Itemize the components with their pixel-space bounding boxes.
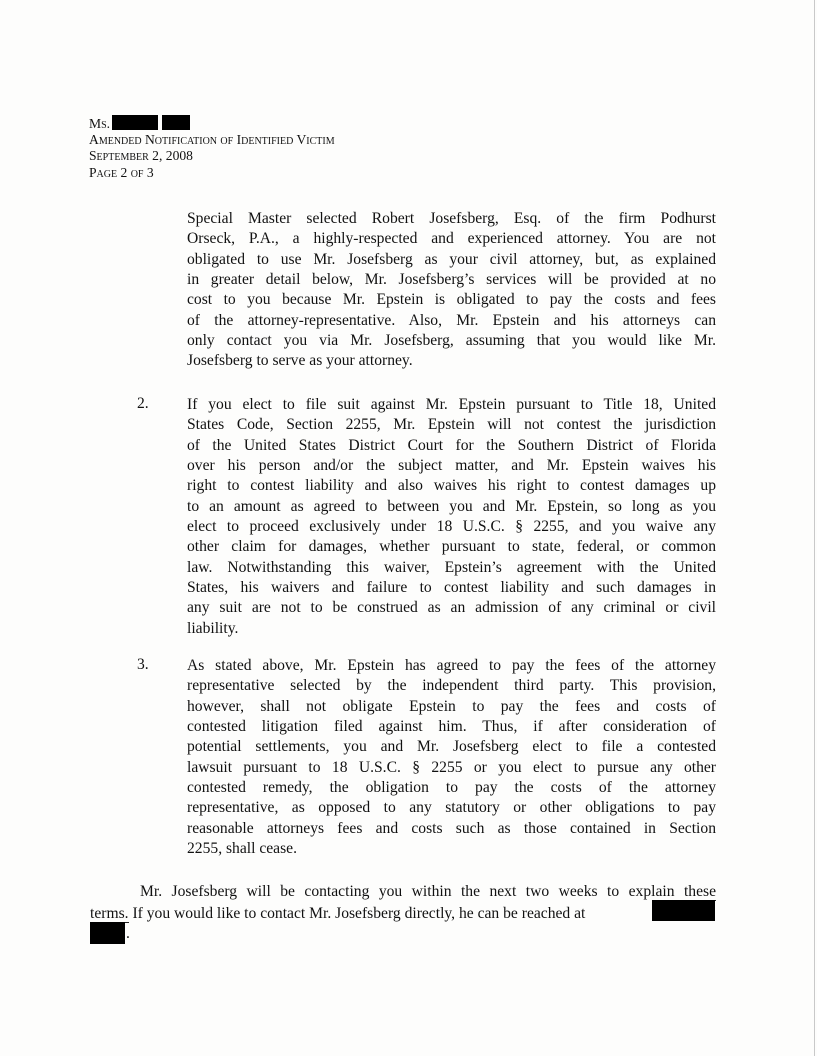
text-line: reasonable attorneys fees and costs such as those contained in Section (187, 819, 716, 837)
redaction-first-name (112, 115, 158, 130)
page-edge (814, 0, 815, 1056)
redaction-last-name (162, 115, 190, 130)
text-line: law. Notwithstanding this waiver, Epstein’s agreement with the United (187, 558, 716, 576)
text-line: If you elect to file suit against Mr. Epstein pursuant to Title 18, United (187, 396, 716, 413)
item-number: 3. (137, 656, 149, 673)
text-line: over his person and/or the subject matter, and Mr. Epstein waives his (187, 457, 716, 475)
text-line: Special Master selected Robert Josefsberg, Esq. of the firm Podhurst (187, 210, 716, 227)
underlined-text: ain these (655, 883, 716, 900)
text-line: Orseck, P.A., a highly-respected and experienced attorney. You are not (187, 230, 716, 248)
text-line: States Code, Section 2255, Mr. Epstein will not contest the jurisdiction (187, 416, 716, 434)
text-line: of the attorney-representative. Also, Mr. Epstein and his attorneys can (187, 311, 716, 329)
letter-date: September 2, 2008 (89, 148, 193, 164)
text-line: other claim for damages, whether pursuant to state, federal, or common (187, 538, 716, 556)
numbered-item-2 (187, 395, 716, 639)
text-line: any suit are not to be construed as an admission of any criminal or civil (187, 599, 716, 617)
redaction-contact-info (652, 900, 715, 921)
text-line (90, 903, 716, 925)
text-line: elect to proceed exclusively under 18 U.S.C. § 2255, and you waive any (187, 518, 716, 536)
salutation: Ms. (89, 116, 111, 131)
underlined-text: terms. (90, 905, 129, 922)
text-line: potential settlements, you and Mr. Josefsberg elect to file a contested (187, 738, 716, 756)
text-line: to an amount as agreed to between you and Mr. Epstein, so long as you (187, 497, 716, 515)
page-number: Page 2 of 3 (89, 164, 154, 180)
text-line: only contact you via Mr. Josefsberg, assuming that you would like Mr. (187, 332, 716, 350)
text-line: contested remedy, the obligation to pay the costs of the attorney (187, 779, 716, 797)
closing-text: Mr. Josefsberg will be contacting you within the next two weeks to expl (140, 883, 656, 900)
item-number: 2. (137, 395, 149, 412)
text-line: representative selected by the independent third party. This provision, (187, 677, 716, 695)
paragraph-continued (187, 209, 716, 372)
text-line: cost to you because Mr. Epstein is obligated to pay the costs and fees (187, 291, 716, 309)
redaction-contact-info (90, 922, 125, 944)
text-line: in greater detail below, Mr. Josefsberg’s services will be provided at no (187, 271, 716, 289)
text-line: Josefsberg to serve as your attorney. (187, 352, 413, 370)
numbered-item-3 (187, 656, 716, 859)
closing-period: . (126, 925, 130, 942)
text-line (90, 881, 716, 903)
text-line: representative, as opposed to any statutory or other obligations to pay (187, 799, 716, 817)
text-line: of the United States District Court for the Southern District of Florida (187, 436, 716, 454)
text-line: States, his waivers and failure to contest liability and such damages in (187, 579, 716, 597)
text-line: obligated to use Mr. Josefsberg as your civil attorney, but, as explained (187, 250, 716, 268)
text-line: 2255, shall cease. (187, 840, 297, 858)
letter-subject: Amended Notification of Identified Victim (89, 132, 335, 148)
text-line: liability. (187, 619, 239, 637)
text-line: however, shall not obligate Epstein to pay the fees and costs of (187, 697, 716, 715)
text-line: lawsuit pursuant to 18 U.S.C. § 2255 or you elect to pursue any other (187, 758, 716, 776)
letter-header (89, 115, 335, 181)
text-line: contested litigation filed against him. Thus, if after consideration of (187, 718, 716, 736)
text-line: As stated above, Mr. Epstein has agreed to pay the fees of the attorney (187, 657, 716, 674)
closing-text: If you would like to contact Mr. Josefsberg directly, he can be reached at (128, 905, 586, 922)
recipient-line (89, 115, 335, 132)
text-line: right to contest liability and also waives his right to contest damages up (187, 477, 716, 495)
closing-paragraph (90, 881, 716, 925)
